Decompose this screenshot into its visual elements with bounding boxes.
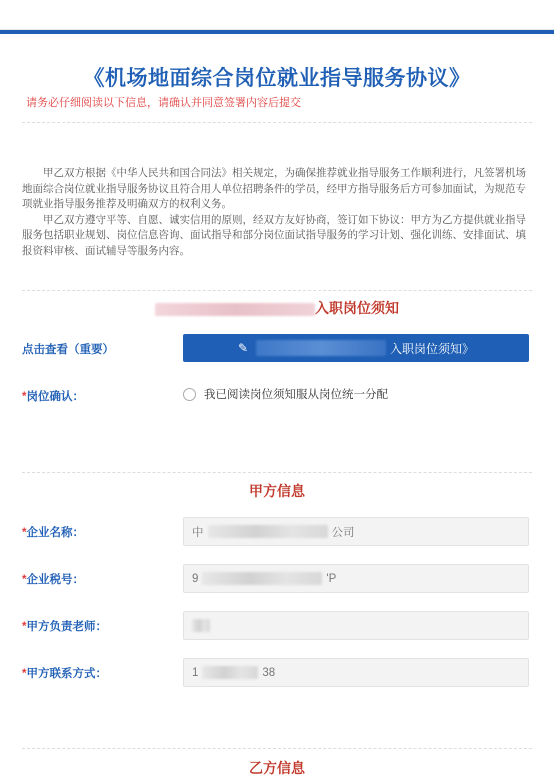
position-notice-section-title: [0, 298, 554, 318]
company-name-label: *企业名称：: [22, 527, 84, 539]
view-button-label: 入职岗位须知》: [390, 341, 475, 356]
section-title-text: 入职岗位须知: [315, 300, 399, 316]
divider: [22, 290, 532, 291]
agreement-title: 《机场地面综合岗位就业指导服务协议》: [83, 67, 471, 90]
teacher-field[interactable]: [183, 611, 529, 640]
position-confirm-radio[interactable]: [183, 386, 388, 402]
intro-paragraph-2: 甲乙双方遵守平等、自愿、诚实信用的原则，经双方友好协商，签订如下协议：甲方为乙方提供就业指导服务包括职业规划、岗位信息咨询、面试指导和部分岗位面试指导服务的学习计划、强化训练、安排面试、填报资料审核、面试辅导等服务内容。: [22, 213, 526, 257]
party-b-section-title: 乙方信息: [249, 760, 305, 776]
top-header-bar: [0, 0, 554, 30]
teacher-label: *甲方负责老师：: [22, 621, 107, 633]
intro-paragraph-1: 甲乙双方根据《中华人民共和国合同法》相关规定，为确保推荐就业指导服务工作顺利进行，凡签署机场地面综合岗位就业指导服务协议且符合用人单位招聘条件的学员，经甲方指导服务后方可参加面试，为规范专项就业指导服务推荐及明确双方的权利义务。: [22, 167, 526, 210]
view-notice-label: 点击查看（重要）: [22, 344, 114, 356]
view-position-notice-button[interactable]: [183, 334, 529, 362]
contact-field[interactable]: 1 38: [183, 658, 529, 687]
redacted-text: [155, 303, 315, 316]
party-a-section-title: 甲方信息: [249, 483, 305, 499]
divider: [22, 472, 532, 473]
contact-label: *甲方联系方式：: [22, 668, 107, 680]
redacted-text: [208, 525, 328, 538]
divider: [22, 748, 532, 749]
redacted-text: [202, 666, 258, 679]
tax-id-field[interactable]: 9 'P: [183, 564, 529, 593]
redacted-text: [202, 572, 322, 585]
redacted-text: [256, 340, 386, 356]
position-confirm-label: *岗位确认：: [22, 391, 84, 403]
agreement-intro: [22, 166, 528, 259]
tax-id-label: *企业税号：: [22, 574, 84, 586]
radio-option-label: 我已阅读岗位须知服从岗位统一分配: [204, 389, 388, 401]
pencil-icon: ✎: [237, 341, 249, 355]
divider: [22, 122, 532, 123]
top-accent-line: [0, 30, 554, 34]
radio-circle-icon[interactable]: [183, 388, 196, 401]
redacted-text: [192, 619, 210, 632]
read-notice: 请务必仔细阅读以下信息，请确认并同意签署内容后提交: [26, 97, 301, 109]
company-name-field[interactable]: 中 公司: [183, 517, 529, 546]
